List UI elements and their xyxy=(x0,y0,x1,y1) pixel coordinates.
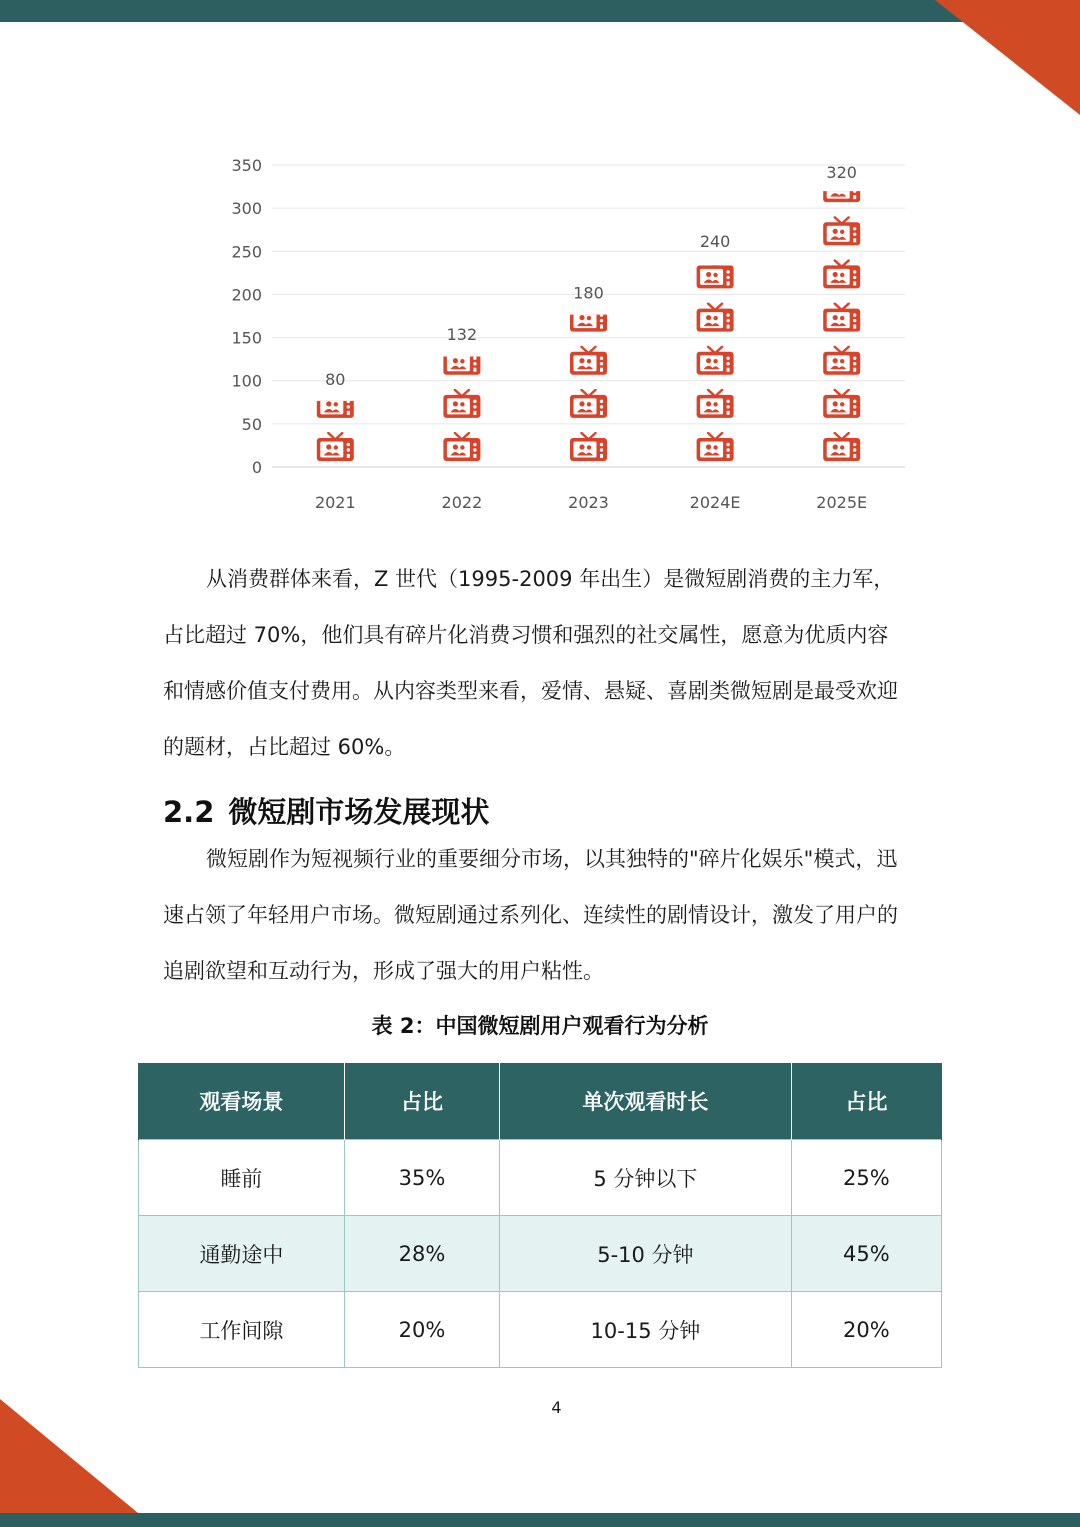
tv-icon xyxy=(317,433,354,461)
x-tick-label: 2021 xyxy=(314,493,356,512)
tv-icon xyxy=(823,390,860,418)
x-tick-label: 2022 xyxy=(441,493,483,512)
y-tick-label: 200 xyxy=(231,285,262,305)
data-label: 320 xyxy=(826,162,857,182)
x-tick-label: 2025E xyxy=(816,493,868,512)
table-cell: 5-10 分钟 xyxy=(500,1216,792,1292)
x-tick-label: 2024E xyxy=(689,493,741,512)
y-tick-label: 150 xyxy=(231,328,262,348)
section-heading xyxy=(163,790,489,831)
top-right-corner-decor xyxy=(935,0,1080,115)
paragraph-line: 微短剧作为短视频行业的重要细分市场，以其独特的"碎片化娱乐"模式，迅 xyxy=(206,847,898,871)
tv-icon-partial xyxy=(570,304,607,332)
tv-icon xyxy=(697,304,734,332)
bar-2024E xyxy=(697,260,734,461)
tv-icon xyxy=(823,260,860,288)
section-title: 微短剧市场发展现状 xyxy=(228,795,490,829)
table-cell: 工作间隙 xyxy=(139,1292,345,1368)
tv-icon-partial xyxy=(317,390,354,418)
bar-2023 xyxy=(570,304,607,461)
table-cell: 35% xyxy=(344,1140,499,1216)
tv-icon xyxy=(823,433,860,461)
data-label: 240 xyxy=(699,231,731,251)
column-header: 占比 xyxy=(791,1063,941,1140)
bottom-decor-bar xyxy=(0,1513,1080,1527)
section-number: 2.2 xyxy=(163,795,215,829)
table-cell: 20% xyxy=(791,1292,941,1368)
y-tick-label: 250 xyxy=(231,242,262,262)
tv-icon xyxy=(823,217,860,245)
column-header: 占比 xyxy=(344,1063,499,1140)
tv-icon xyxy=(823,304,860,332)
bottom-left-corner-decor xyxy=(0,1399,155,1527)
paragraph-line: 占比超过 70%，他们具有碎片化消费习惯和强烈的社交属性，愿意为优质内容 xyxy=(163,623,889,647)
tv-icon xyxy=(570,347,607,375)
table-row xyxy=(139,1216,942,1292)
table-cell: 通勤途中 xyxy=(139,1216,345,1292)
tv-icon-partial xyxy=(697,260,734,288)
paragraph-line: 追剧欲望和互动行为，形成了强大的用户粘性。 xyxy=(163,959,604,983)
y-tick-label: 350 xyxy=(231,156,262,175)
tv-icon xyxy=(570,433,607,461)
table-cell: 睡前 xyxy=(139,1140,345,1216)
tv-icon xyxy=(823,347,860,375)
tv-icon xyxy=(443,433,480,461)
x-tick-label: 2023 xyxy=(568,493,609,512)
table-cell: 28% xyxy=(344,1216,499,1292)
column-header: 单次观看时长 xyxy=(500,1063,792,1140)
top-decor-bar xyxy=(0,0,1080,22)
y-tick-label: 100 xyxy=(231,371,262,391)
tv-icon xyxy=(697,390,734,418)
data-label: 180 xyxy=(573,283,604,303)
table-cell: 5 分钟以下 xyxy=(500,1140,792,1216)
tv-icon-partial xyxy=(443,347,480,375)
y-tick-label: 0 xyxy=(251,458,262,477)
data-label: 80 xyxy=(325,369,346,389)
bar-2025E xyxy=(823,174,860,461)
paragraph-line: 和情感价值支付费用。从内容类型来看，爱情、悬疑、喜剧类微短剧是最受欢迎 xyxy=(163,679,898,703)
table-cell: 25% xyxy=(791,1140,941,1216)
table-row xyxy=(139,1140,942,1216)
table-cell: 10-15 分钟 xyxy=(500,1292,792,1368)
page-number: 4 xyxy=(551,1398,562,1417)
column-header: 观看场景 xyxy=(139,1063,345,1140)
tv-icon xyxy=(697,433,734,461)
table-caption: 表 2：中国微短剧用户观看行为分析 xyxy=(371,1014,709,1038)
paragraph-line: 速占领了年轻用户市场。微短剧通过系列化、连续性的剧情设计，激发了用户的 xyxy=(163,903,898,927)
bar-2022 xyxy=(443,347,480,461)
paragraph-market-status xyxy=(163,831,923,999)
table-row xyxy=(139,1292,942,1368)
tv-icon xyxy=(570,390,607,418)
data-label: 132 xyxy=(446,325,478,345)
table-cell: 45% xyxy=(791,1216,941,1292)
table-header-row xyxy=(139,1063,942,1140)
paragraph-consumer-groups xyxy=(163,551,923,775)
tv-icon xyxy=(443,390,480,418)
pictograph-bar-chart xyxy=(200,130,920,530)
y-tick-label: 50 xyxy=(241,414,262,434)
tv-icon xyxy=(697,347,734,375)
y-tick-label: 300 xyxy=(231,199,262,219)
paragraph-line: 从消费群体来看，Z 世代（1995-2009 年出生）是微短剧消费的主力军， xyxy=(206,567,895,591)
viewing-behavior-table xyxy=(138,1063,942,1368)
paragraph-line: 的题材，占比超过 60%。 xyxy=(163,735,406,759)
bar-2021 xyxy=(317,390,354,461)
table-cell: 20% xyxy=(344,1292,499,1368)
